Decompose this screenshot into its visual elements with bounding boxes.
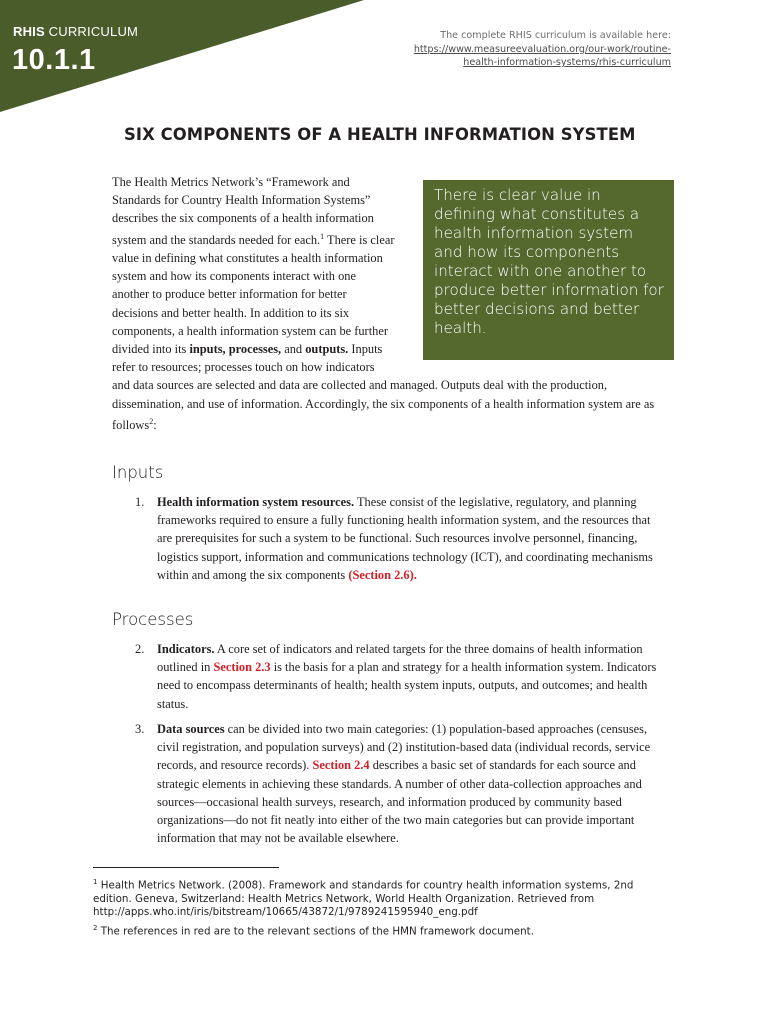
list-item-1-body — [157, 493, 668, 584]
section-heading-inputs: Inputs — [112, 463, 164, 482]
footnote-2-text: The references in red are to the relevant sections of the HMN framework document. — [97, 925, 534, 938]
intro-text-1: The Health Metrics Network’s “Framework and Standards for Country Health Information Systems” describes the six components of a health information system and the standards needed for each. — [112, 175, 374, 247]
list-item-1 — [112, 493, 668, 584]
list-number-2: 2. — [135, 642, 145, 656]
source-note — [341, 29, 671, 70]
footnote-1-mark: 1 — [93, 878, 98, 886]
brand-bold: RHIS — [13, 24, 45, 39]
intro-text-4: Inputs refer to resources; processes touch on how indicators and data sources are selected and data are collected and managed. Outputs deal with the production, dissemination, and use of information. Accordingly, the six components of a health information system are as follows — [112, 341, 655, 432]
curriculum-brand — [13, 24, 138, 39]
curriculum-link-line2[interactable]: health-information-systems/rhis-curriculum — [463, 57, 671, 68]
source-note-text: The complete RHIS curriculum is available here: — [440, 30, 671, 41]
curriculum-link-line1[interactable]: https://www.measureevaluation.org/our-work/routine- — [413, 43, 671, 55]
brand-rest: CURRICULUM — [44, 24, 139, 39]
list-item-1-term: Health information system resources. — [157, 495, 355, 509]
page-title: SIX COMPONENTS OF A HEALTH INFORMATION SYSTEM — [124, 125, 636, 144]
footnote-1-text: Health Metrics Network. (2008). Framework and standards for country health information systems, 2nd edition. Geneva, Switzerland: Health Metrics Network, World Health Organization. Retrieved from http://apps.who.int/iris/bitstream/10665/43872/1/9789241595940_eng.pdf — [93, 879, 634, 919]
list-item-3-text-2: describes a basic set of standards for each source and strategic elements in achieving these standards. A number of other data-collection approaches and sources—occasional health surveys, research, and information produced by community based organizations—do not fit neatly into either of the two main categories but can provide important information that may not be available elsewhere. — [157, 758, 642, 846]
list-item-2-body — [157, 640, 668, 713]
list-item-1-text: These consist of the legislative, regulatory, and planning frameworks required to ensure a fully functioning health information system, and the resources that are prerequisites for such a system to be functional. Such resources involve personnel, financing, logistics support, information and communications technology (ICT), and coordinating mechanisms within and among the six components — [157, 495, 653, 582]
intro-bold-1: inputs, processes, — [189, 341, 282, 356]
list-number-1: 1. — [135, 495, 145, 509]
pull-quote-callout: There is clear value in defining what constitutes a health information system and how its components interact with one another to produce better information for better decisions and better health. — [423, 180, 674, 360]
list-item-3-body — [157, 720, 668, 847]
footnote-divider — [93, 867, 279, 868]
section-ref-2-6[interactable]: (Section 2.6). — [348, 567, 417, 582]
module-code: 10.1.1 — [12, 44, 96, 76]
footnote-ref-2[interactable]: 2 — [149, 416, 154, 426]
list-item-3-text-1: can be divided into two main categories: (1) population-based approaches (censuses, civil registration, and population surveys) and (2) institution-based data (individual records, service records, and resource records). — [157, 722, 651, 773]
list-item-2-text-1: A core set of indicators and related targets for the three domains of health information outlined in — [157, 642, 643, 675]
footnote-ref-1[interactable]: 1 — [320, 231, 325, 241]
footnote-2 — [93, 922, 673, 939]
list-item-3-term: Data sources — [157, 722, 225, 736]
list-item-2 — [112, 640, 668, 713]
list-item-3 — [112, 720, 668, 847]
section-ref-2-3[interactable]: Section 2.3 — [213, 660, 271, 675]
intro-bold-2: outputs. — [305, 341, 349, 356]
section-heading-processes: Processes — [112, 610, 194, 629]
list-item-2-term: Indicators. — [157, 642, 215, 656]
intro-text-3: and — [281, 341, 306, 356]
list-item-2-text-2: is the basis for a plan and strategy for a health information system. Indicators need to encompass determinants of health; health system inputs, outputs, and outcomes; and health status. — [157, 660, 657, 711]
intro-text-5: : — [153, 417, 157, 432]
footnote-2-mark: 2 — [93, 924, 98, 932]
intro-text-2: There is clear value in defining what constitutes a health information system and how its components interact with one another to produce better information for better decisions and better health. In addition to its six components, a health information system can be further divided into its — [112, 232, 395, 356]
section-ref-2-4[interactable]: Section 2.4 — [312, 758, 370, 773]
list-number-3: 3. — [135, 722, 145, 736]
footnote-1 — [93, 876, 673, 920]
